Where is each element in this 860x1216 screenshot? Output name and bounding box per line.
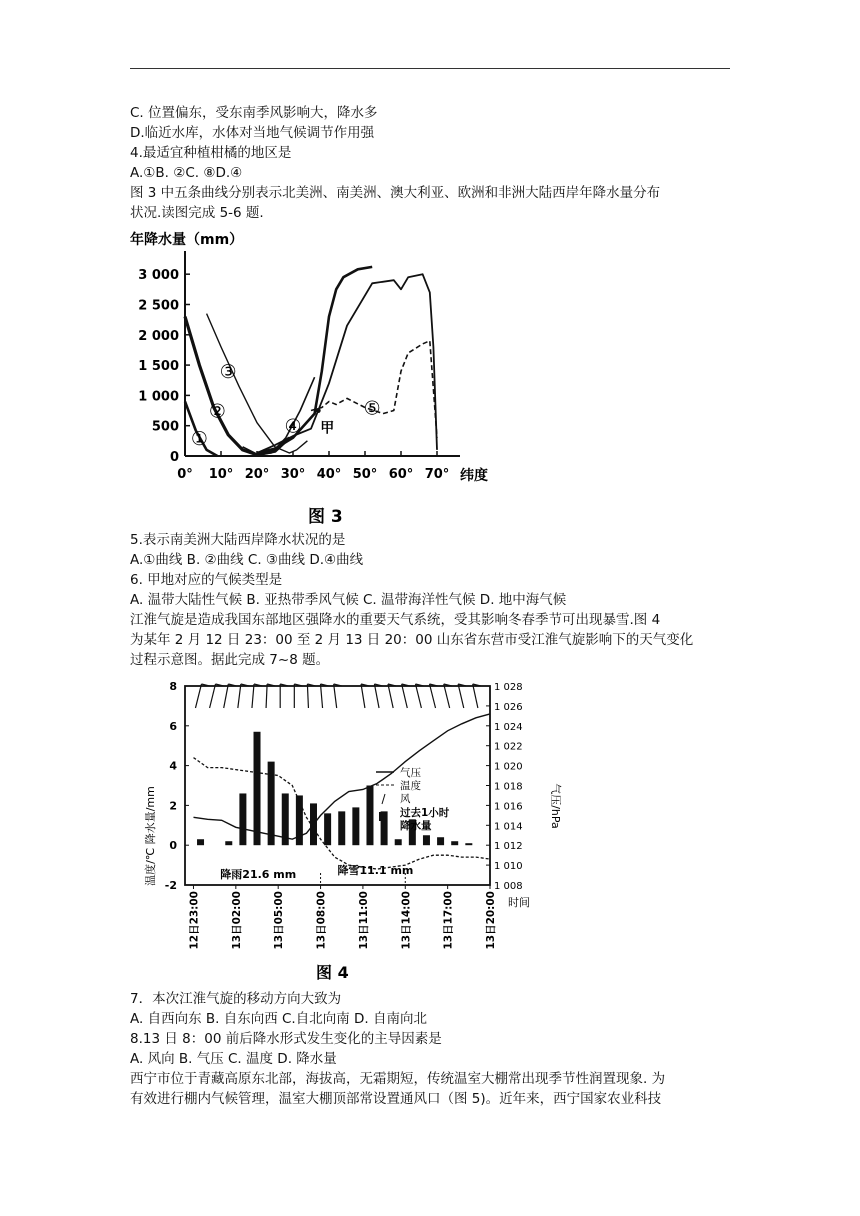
left-tick-label: 0 bbox=[169, 839, 177, 853]
precip-bar bbox=[451, 841, 458, 845]
precip-bar bbox=[366, 786, 373, 846]
right-tick-label: 1 008 bbox=[494, 881, 523, 892]
right-tick-label: 1 020 bbox=[494, 761, 523, 773]
y-tick-label: 2 000 bbox=[138, 328, 179, 344]
precip-bar bbox=[352, 807, 359, 845]
precip-bar bbox=[324, 813, 331, 845]
legend-label: 风 bbox=[400, 793, 411, 805]
precip-bar bbox=[239, 793, 246, 845]
figure-3-caption: 图 3 bbox=[308, 507, 343, 527]
x-tick-label: 50° bbox=[352, 467, 378, 482]
x-tick-label: 13日11:00 bbox=[357, 891, 370, 950]
wind-barb bbox=[307, 684, 308, 708]
series-label: ③ bbox=[219, 361, 237, 384]
wind-barb bbox=[361, 684, 365, 708]
precip-bar bbox=[225, 841, 232, 845]
figure-3-precipitation-chart bbox=[130, 226, 510, 530]
plot-frame bbox=[185, 686, 490, 885]
text-line: 过程示意图。据此完成 7~8 题。 bbox=[130, 652, 330, 668]
wind-barbs bbox=[195, 684, 480, 708]
wind-barb bbox=[334, 684, 337, 708]
right-tick-label: 1 018 bbox=[494, 781, 523, 793]
y-tick-label: 2 500 bbox=[138, 298, 179, 314]
y-tick-label: 1 500 bbox=[138, 359, 179, 375]
left-tick-label: 4 bbox=[169, 759, 177, 773]
wind-barb bbox=[321, 684, 323, 708]
wind-barb bbox=[195, 684, 201, 708]
y-tick-label: 500 bbox=[151, 419, 179, 435]
x-tick-label: 10° bbox=[208, 467, 234, 482]
wind-barb bbox=[402, 684, 408, 708]
left-tick-label: -2 bbox=[164, 879, 177, 892]
wind-barb bbox=[252, 684, 254, 708]
header-rule bbox=[130, 68, 730, 69]
wind-barb bbox=[224, 684, 229, 708]
wind-barb bbox=[444, 684, 450, 708]
figure-4-caption: 图 4 bbox=[316, 963, 349, 982]
snow-annotation: 降雪11.1 mm bbox=[337, 864, 414, 878]
series-label: ⑤ bbox=[363, 397, 381, 420]
x-tick-label: 20° bbox=[244, 467, 270, 482]
legend-precip-swatch bbox=[379, 812, 386, 821]
left-tick-label: 8 bbox=[169, 680, 177, 693]
rain-annotation: 降雨21.6 mm bbox=[220, 868, 297, 882]
question-7: 7．本次江淮气旋的移动方向大致为 bbox=[130, 991, 342, 1007]
question-6: 6. 甲地对应的气候类型是 bbox=[130, 572, 283, 588]
text-line: 状况.读图完成 5-6 题. bbox=[130, 205, 264, 221]
question-4: 4.最适宜种植柑橘的地区是 bbox=[130, 145, 292, 161]
left-tick-label: 6 bbox=[169, 719, 177, 733]
chart-annotations bbox=[220, 863, 413, 881]
point-jia bbox=[316, 408, 321, 413]
legend-wind-swatch bbox=[382, 794, 385, 804]
legend-label: 温度 bbox=[400, 780, 421, 792]
wind-barb bbox=[415, 684, 421, 708]
precip-curve bbox=[257, 267, 372, 453]
question-8: 8.13 日 8：00 前后降水形式发生变化的主导因素是 bbox=[130, 1031, 442, 1047]
wind-barb bbox=[430, 684, 436, 708]
x-axis-title: 时间 bbox=[508, 896, 530, 909]
x-tick-label: 30° bbox=[280, 467, 306, 482]
right-axis-title: 气压/hPa bbox=[549, 783, 562, 829]
y-tick-label: 3 000 bbox=[138, 268, 179, 284]
x-tick-label: 13日20:00 bbox=[485, 891, 497, 950]
figure-4-weather-chart bbox=[140, 676, 560, 986]
legend-label: 过去1小时 bbox=[400, 807, 450, 819]
question-6-options: A. 温带大陆性气候 B. 亚热带季风气候 C. 温带海洋性气候 D. 地中海气候 bbox=[130, 592, 567, 608]
series-label: ④ bbox=[284, 415, 302, 438]
question-5-options: A.①曲线 B. ②曲线 C. ③曲线 D.④曲线 bbox=[130, 552, 364, 568]
legend-label: 气压 bbox=[400, 767, 421, 779]
right-tick-label: 1 014 bbox=[494, 821, 523, 833]
legend-label: 降水量 bbox=[400, 820, 432, 832]
right-tick-label: 1 016 bbox=[494, 801, 523, 813]
question-4-options: A.①B. ②C. ⑧D.④ bbox=[130, 165, 243, 181]
x-tick-label: 13日08:00 bbox=[315, 891, 328, 950]
text-line: 有效进行棚内气候管理，温室大棚顶部常设置通风口（图 5)。近年来，西宁国家农业科技 bbox=[130, 1091, 662, 1107]
series-label: ① bbox=[190, 427, 208, 450]
wind-barb bbox=[210, 684, 216, 708]
right-tick-label: 1 024 bbox=[494, 721, 523, 733]
precip-bar bbox=[465, 843, 472, 845]
precip-bar bbox=[254, 732, 261, 845]
wind-barb bbox=[388, 684, 393, 708]
x-tick-label: 70° bbox=[424, 467, 450, 482]
precip-bar bbox=[437, 837, 444, 845]
y-tick-label: 1 000 bbox=[138, 389, 179, 405]
y-tick-label: 0 bbox=[169, 450, 179, 465]
right-tick-label: 1 010 bbox=[494, 861, 523, 873]
right-tick-label: 1 022 bbox=[494, 741, 523, 753]
question-5: 5.表示南美洲大陆西岸降水状况的是 bbox=[130, 532, 346, 548]
x-tick-label: 13日14:00 bbox=[400, 891, 413, 950]
precip-bar bbox=[338, 811, 345, 845]
x-tick-label: 40° bbox=[316, 467, 342, 482]
x-tick-label: 13日05:00 bbox=[273, 891, 286, 950]
text-line: 图 3 中五条曲线分别表示北美洲、南美洲、澳大利亚、欧洲和非洲大陆西岸年降水量分布 bbox=[130, 185, 661, 201]
wind-barb bbox=[266, 684, 267, 708]
x-tick-label: 60° bbox=[388, 467, 414, 482]
precip-bar bbox=[423, 835, 430, 845]
annotation-jia: 甲 bbox=[320, 420, 335, 437]
right-tick-label: 1 028 bbox=[494, 682, 523, 693]
left-axis-title: 温度/℃ 降水量/mm bbox=[144, 786, 157, 886]
precip-bar bbox=[197, 839, 204, 845]
question-8-options: A. 风向 B. 气压 C. 温度 D. 降水量 bbox=[130, 1051, 337, 1067]
left-tick-label: 2 bbox=[169, 799, 177, 813]
precip-bar bbox=[395, 839, 402, 845]
x-tick-label: 13日02:00 bbox=[230, 891, 243, 950]
text-line: C. 位置偏东，受东南季风影响大，降水多 bbox=[130, 105, 378, 121]
text-line: D.临近水库，水体对当地气候调节作用强 bbox=[130, 125, 375, 141]
x-axis-title: 纬度 bbox=[460, 468, 488, 484]
y-axis-title: 年降水量（mm） bbox=[130, 232, 244, 248]
wind-barb bbox=[458, 684, 464, 708]
text-line: 为某年 2 月 12 日 23：00 至 2 月 13 日 20：00 山东省东营市受江淮气旋影响下的天气变化 bbox=[130, 632, 694, 648]
x-tick-label: 12日23:00 bbox=[188, 891, 201, 950]
wind-barb bbox=[473, 684, 478, 708]
right-tick-label: 1 026 bbox=[494, 701, 523, 713]
x-tick-label: 0° bbox=[177, 467, 193, 482]
x-tick-label: 13日17:00 bbox=[442, 891, 455, 950]
text-line: 西宁市位于青藏高原东北部，海拔高，无霜期短，传统温室大棚常出现季节性润置现象. 为 bbox=[130, 1071, 666, 1087]
question-7-options: A. 自西向东 B. 自东向西 C.自北向南 D. 自南向北 bbox=[130, 1011, 427, 1027]
wind-barb bbox=[374, 684, 379, 708]
chart-series-labels bbox=[191, 361, 381, 450]
text-line: 江淮气旋是造成我国东部地区强降水的重要天气系统，受其影响冬春季节可出现暴雪.图 4 bbox=[130, 612, 661, 628]
series-label: ② bbox=[208, 400, 226, 423]
wind-barb bbox=[238, 684, 241, 708]
chart-lines bbox=[194, 714, 491, 869]
right-tick-label: 1 012 bbox=[494, 841, 523, 853]
